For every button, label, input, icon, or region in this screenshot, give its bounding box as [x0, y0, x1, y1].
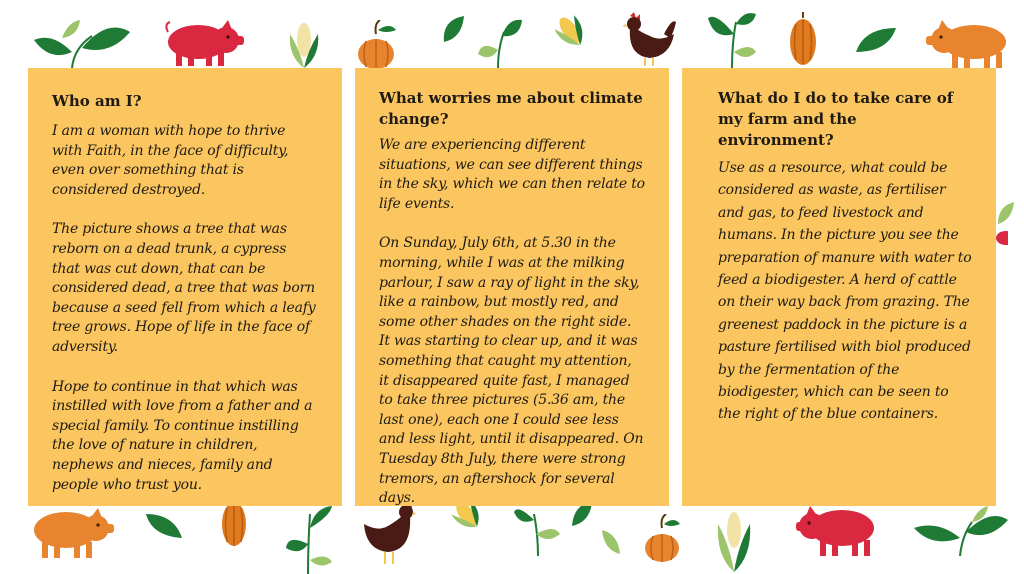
red-pig-icon: [160, 18, 246, 70]
hen-icon: [362, 500, 418, 570]
orange-pig-icon: [30, 504, 116, 560]
climate-worries-card: [355, 68, 669, 506]
orange-pig-icon: [924, 18, 1014, 72]
pumpkin-icon: [640, 514, 684, 564]
corn-icon: [712, 506, 756, 574]
leaf-sprig-icon: [284, 504, 334, 574]
leaf-sprig-icon: [706, 12, 758, 70]
corn-icon: [282, 20, 326, 70]
cacao-pod-icon: [786, 12, 820, 66]
card-title: What do I do to take care of my farm and the environment?: [718, 89, 954, 149]
card-paragraph: We are experiencing different situations, we can see different things in the sky, which we can then relate to life events.: [379, 137, 645, 212]
leaf-sprig-icon: [476, 18, 526, 70]
card-paragraph: I am a woman with hope to thrive with Faith, in the face of difficulty, even over something that is considered destroyed.: [52, 123, 289, 198]
card-paragraph: Use as a resource, what could be considered as waste, as fertiliser and gas, to feed livestock and humans. In the picture you see the preparation of manure with water to feed a biodigester. A herd of cattle on their way back from grazing. The greenest paddock in the picture is a pasture fertilised with biol produced by the fermentation of the biodigester, which can be seen to the right of the blue containers.: [718, 160, 972, 423]
red-pig-icon: [794, 502, 882, 560]
pumpkin-icon: [354, 20, 400, 70]
card-title: What worries me about climate change?: [379, 89, 643, 128]
red-pig-icon: [996, 230, 1008, 246]
leaf-icon: [144, 512, 184, 540]
card-paragraph: Hope to continue in that which was instilled with love from a father and a special family. To continue instilling the love of nature in children, nephews and nieces, family and people who trust you.: [52, 378, 313, 493]
corn-icon: [550, 12, 592, 52]
leaf-icon: [600, 528, 622, 556]
card-paragraph: The picture shows a tree that was reborn on a dead trunk, a cypress that was cut down, that can be considered dead, a tree that was born because a seed fell from which a leafy tree grows. Hope of life in the face of adversity.: [52, 221, 316, 355]
leaf-sprig-icon: [910, 504, 1010, 556]
hen-icon: [620, 12, 678, 68]
card-paragraph: On Sunday, July 6th, at 5.30 in the morning, while I was at the milking parlour, I saw a ray of light in the sky, like a rainbow, but mostly red, and some other shades on the right side. It was starting to clear up, and it was something that caught my attention, it disappeared quite fast, I managed to take three pictures (5.36 am, the last one), each one I could see less and less light, until it disappeared. On Tuesday 8th July, there were strong tremors, an aftershock for several days.: [379, 235, 644, 506]
farm-care-card: [682, 68, 996, 506]
leaf-icon: [854, 26, 898, 54]
who-am-i-card: [28, 68, 342, 506]
card-title: Who am I?: [52, 92, 142, 110]
leaf-sprig-icon: [512, 504, 562, 556]
leaf-sprig-icon: [32, 18, 132, 70]
leaf-icon: [440, 14, 466, 44]
leaf-icon: [996, 200, 1016, 226]
